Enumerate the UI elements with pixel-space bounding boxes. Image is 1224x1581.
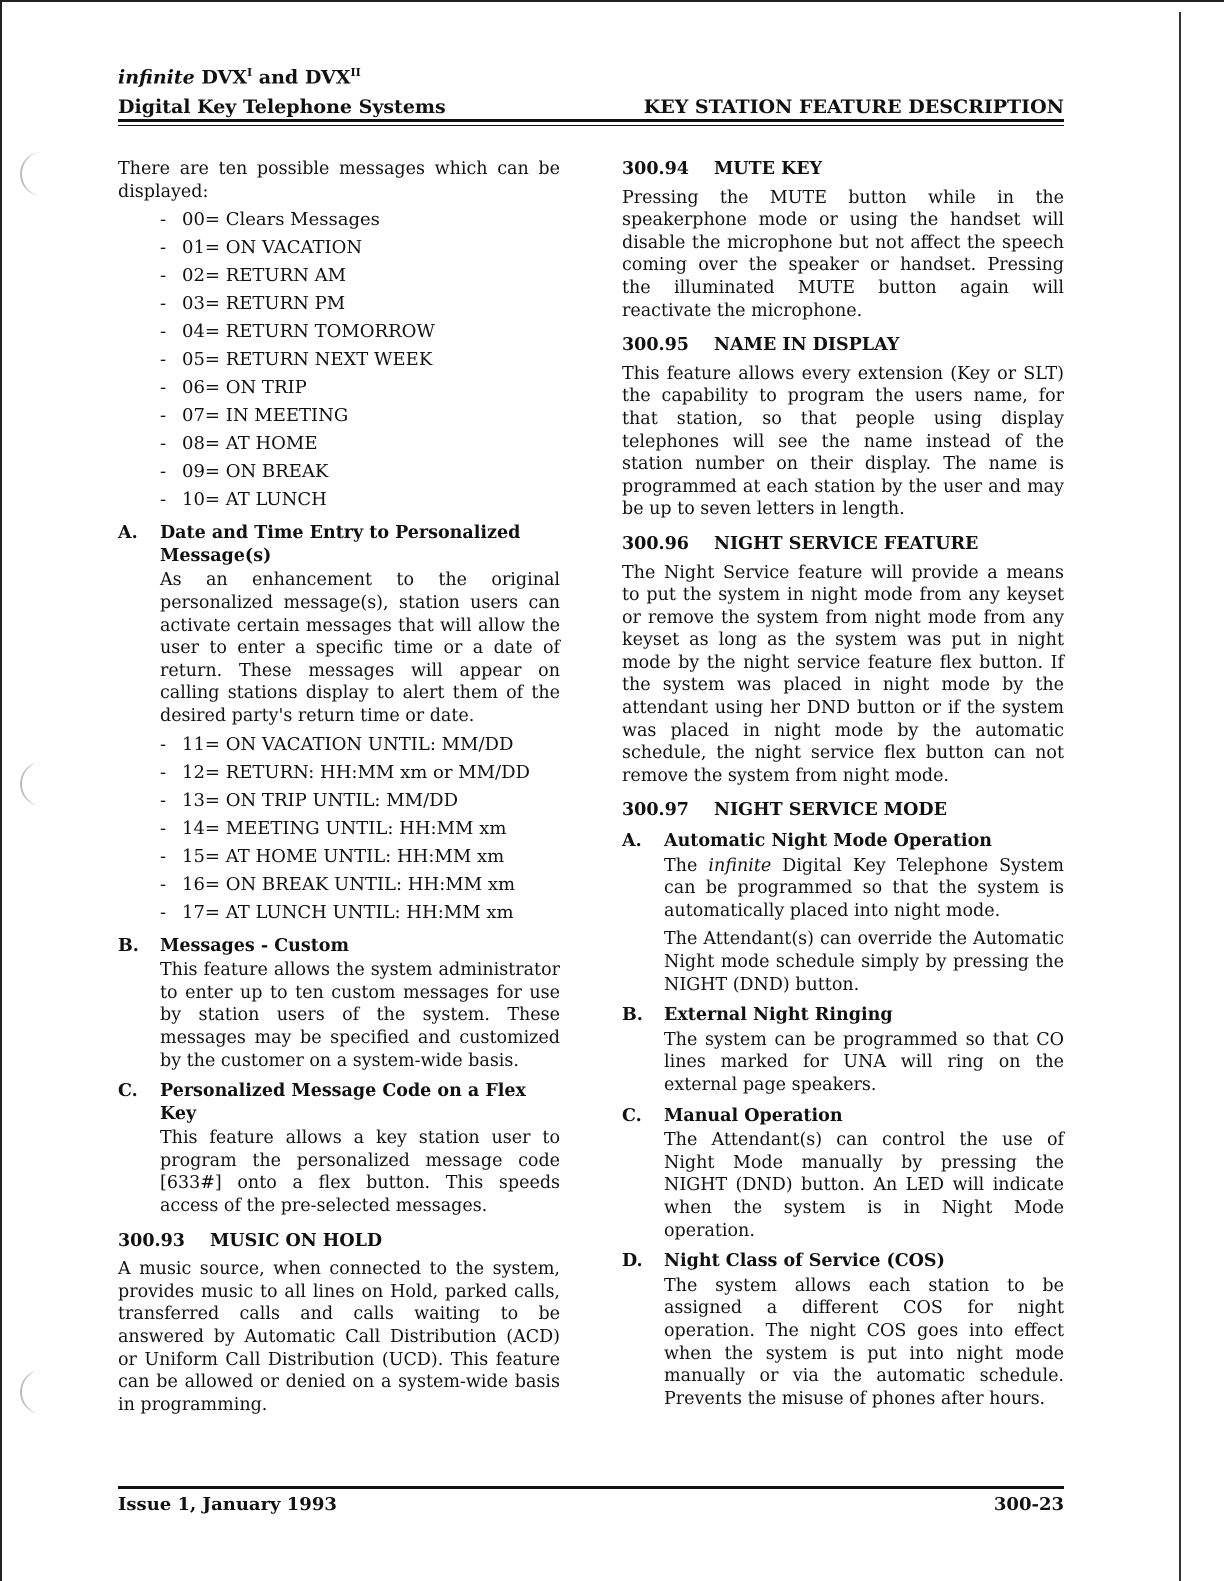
section-number: 300.93 (118, 1230, 185, 1251)
subsection-body: The system can be programmed so that CO lines marked for UNA will ring on the external page speakers. (664, 1029, 1064, 1095)
issue-date: Issue 1, January 1993 (118, 1494, 337, 1515)
product-dvx1: DVX (201, 66, 248, 89)
subsection-letter: B. (622, 1005, 643, 1026)
section-name: MUTE KEY (714, 159, 823, 179)
subsection-title: Messages - Custom (160, 935, 349, 956)
subsection-date-time-entry (118, 522, 560, 926)
binder-hole (20, 762, 46, 806)
subsection-letter: D. (622, 1251, 643, 1272)
list-item: - 03= RETURN PM (160, 293, 346, 315)
left-column (118, 158, 560, 1416)
subsection-external-night-ringing (622, 1004, 1064, 1096)
subsection-letter: C. (622, 1105, 642, 1126)
timed-message-list (160, 731, 560, 927)
subsection-body: The infinite Digital Key Telephone System can be programmed so that the system is automatically placed into night mode. (664, 855, 1064, 921)
section-name: NIGHT SERVICE FEATURE (714, 533, 979, 554)
footer-rule (118, 1486, 1064, 1489)
list-item: - 06= ON TRIP (160, 377, 307, 399)
subsection-title: External Night Ringing (664, 1005, 893, 1026)
subsection-body: The Attendant(s) can override the Automatic Night mode schedule simply by pressing the NIGHT (DND) button. (664, 929, 1064, 995)
page-edge-left (0, 0, 2, 1581)
product-name (118, 66, 361, 88)
section-name: NIGHT SERVICE MODE (714, 800, 947, 821)
product-sup2: II (350, 66, 361, 79)
subsection-title: Automatic Night Mode Operation (664, 831, 992, 852)
list-item: - 11= ON VACATION UNTIL: MM/DD (160, 733, 514, 755)
section-body-night-service-feature: The Night Service feature will provide a means to put the system in night mode from any keyset or remove the system from night mode from any keyset as long as the system was put in night mode by the night service feature flex button. If the system was placed in night mode by the attendant using her DND button or if the system was placed in night mode by the automatic schedule, the night service flex button can not remove the system from night mode. (622, 562, 1064, 786)
binder-hole (20, 1370, 46, 1414)
section-body-music-on-hold: A music source, when connected to the system, provides music to all lines on Hold, parked calls, transferred calls and calls waiting to be answered by Automatic Call Distribution (ACD) or Uniform Call Distribution (UCD). This feature can be allowed or denied on a system-wide basis in programming. (118, 1259, 560, 1415)
section-number: 300.95 (622, 335, 689, 356)
subsection-messages-custom (118, 935, 560, 1073)
list-item: - 08= AT HOME (160, 433, 318, 455)
section-heading-300-96 (622, 533, 1064, 556)
header-rule (118, 119, 1064, 122)
section-name: MUSIC ON HOLD (210, 1230, 383, 1251)
list-item: - 00= Clears Messages (160, 209, 380, 231)
subsection-letter: A. (622, 831, 642, 852)
list-item: - 09= ON BREAK (160, 461, 329, 483)
section-number: 300.96 (622, 533, 689, 554)
subsection-body: This feature allows the system administrator to enter up to ten custom messages for use by station users of the system. These messages may be specified and customized by the customer on a system-wide basis. (160, 960, 560, 1071)
subsection-manual-operation (622, 1105, 1064, 1243)
subsection-automatic-night-mode (622, 830, 1064, 996)
subsection-night-cos (622, 1250, 1064, 1410)
subsection-body: As an enhancement to the original personalized message(s), station users can activate certain messages that will allow the user to enter a specific time or a date of return. These messages will appear on calling stations display to alert them of the desired party's return time or date. (160, 570, 560, 726)
subsection-title: Personalized Message Code on a Flex Key (160, 1081, 526, 1124)
brand-name: infinite (118, 66, 195, 89)
header-rule-thin (118, 125, 1064, 126)
list-item: - 14= MEETING UNTIL: HH:MM xm (160, 817, 507, 839)
subsection-flex-key (118, 1080, 560, 1218)
message-list (118, 206, 560, 514)
list-item: - 13= ON TRIP UNTIL: MM/DD (160, 789, 459, 811)
product-subtitle: Digital Key Telephone Systems (118, 96, 446, 118)
list-item: - 17= AT LUNCH UNTIL: HH:MM xm (160, 901, 514, 923)
list-item: - 05= RETURN NEXT WEEK (160, 349, 433, 371)
section-title: KEY STATION FEATURE DESCRIPTION (643, 96, 1064, 118)
subsection-body: The Attendant(s) can control the use of Night Mode manually by pressing the NIGHT (DND) button. An LED will indicate when the system is in Night Mode operation. (664, 1130, 1064, 1241)
subsection-letter: A. (118, 523, 138, 544)
product-dvx2: and DVX (258, 66, 351, 89)
list-item: - 12= RETURN: HH:MM xm or MM/DD (160, 761, 530, 783)
list-item: - 15= AT HOME UNTIL: HH:MM xm (160, 845, 505, 867)
list-item: - 16= ON BREAK UNTIL: HH:MM xm (160, 873, 516, 895)
page-header (118, 62, 1064, 128)
subsection-letter: C. (118, 1081, 138, 1102)
list-item: - 07= IN MEETING (160, 405, 349, 427)
page-edge-top (0, 0, 1224, 2)
subsection-title: Date and Time Entry to Personalized Message(s) (160, 523, 521, 566)
section-heading-300-97 (622, 799, 1064, 822)
list-item: - 10= AT LUNCH (160, 489, 327, 511)
subsection-body: The system allows each station to be assigned a different COS for night operation. The night COS goes into effect when the system is put into night mode manually or via the automatic schedule. Prevents the misuse of phones after hours. (664, 1275, 1064, 1409)
section-heading-300-93 (118, 1230, 560, 1253)
subsection-title: Manual Operation (664, 1105, 843, 1126)
section-body-mute-key: Pressing the MUTE button while in the speakerphone mode or using the handset will disable the microphone but not affect the speech coming over the speaker or handset. Pressing the illuminated MUTE button again will reactivate the microphone. (622, 187, 1064, 321)
section-number: 300.94 (622, 159, 689, 179)
section-number: 300.97 (622, 800, 689, 821)
right-column (622, 158, 1064, 1410)
page-footer (118, 1486, 1064, 1526)
section-heading-300-94 (622, 158, 1064, 181)
messages-intro: There are ten possible messages which can be displayed: (118, 159, 560, 202)
subsection-title: Night Class of Service (COS) (664, 1251, 945, 1272)
margin-rule (1179, 12, 1181, 1581)
subsection-letter: B. (118, 935, 139, 956)
page-number: 300-23 (993, 1494, 1064, 1515)
list-item: - 01= ON VACATION (160, 237, 363, 259)
section-body-name-in-display: This feature allows every extension (Key or SLT) the capability to program the users name, for that station, so that people using display telephones will see the name instead of the station number on their display. The name is programmed at each station by the user and may be up to seven letters in length. (622, 363, 1064, 520)
section-name: NAME IN DISPLAY (714, 335, 900, 356)
subsection-body: This feature allows a key station user to program the personalized message code [633#] onto a flex button. This speeds access of the pre-selected messages. (160, 1128, 560, 1217)
list-item: - 02= RETURN AM (160, 265, 347, 287)
product-sup1: I (247, 66, 253, 79)
binder-hole (20, 152, 46, 196)
list-item: - 04= RETURN TOMORROW (160, 321, 435, 343)
section-heading-300-95 (622, 334, 1064, 357)
